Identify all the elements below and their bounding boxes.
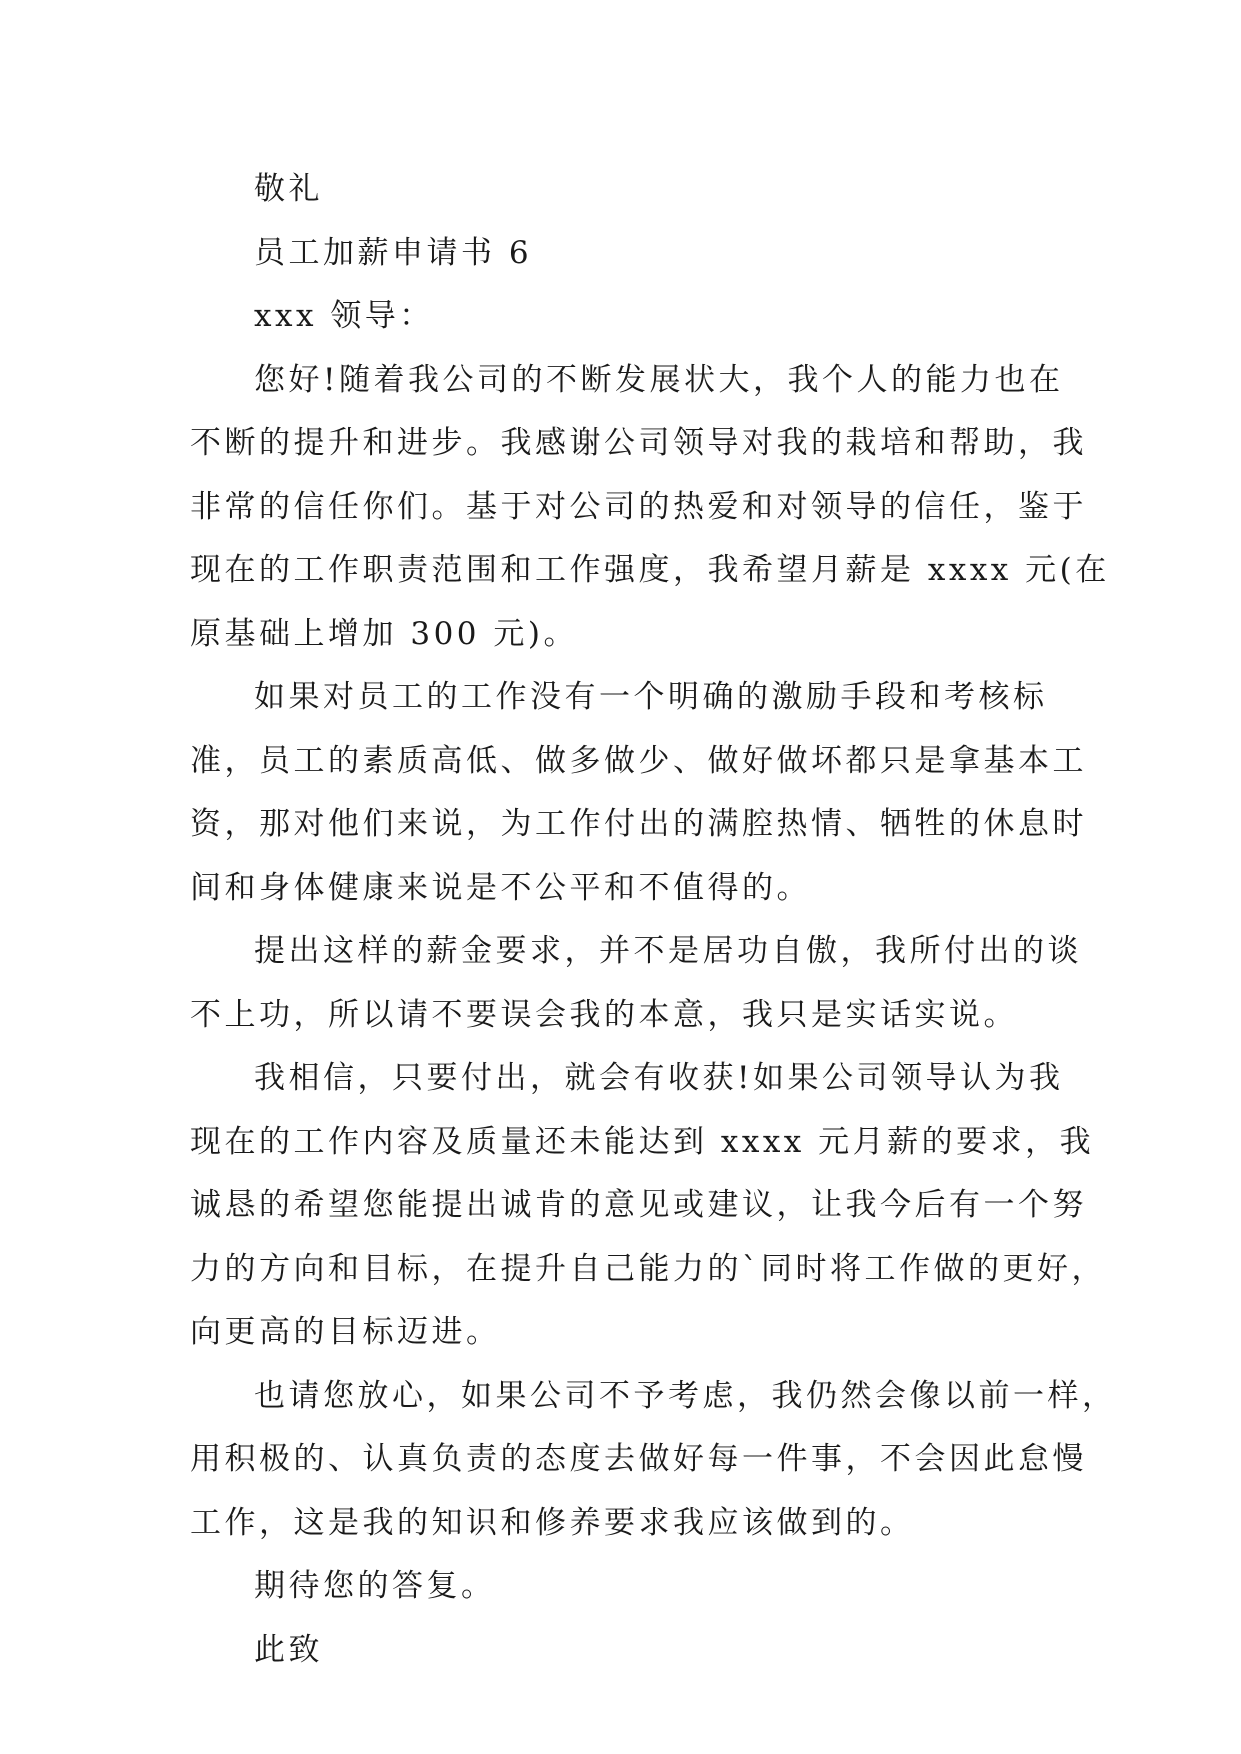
- paragraph-2: [190, 666, 1087, 920]
- paragraph-line: 用积极的、认真负责的态度去做好每一件事，不会因此怠慢: [190, 1441, 1087, 1477]
- closing-salute: 敬礼: [254, 171, 323, 207]
- paragraph-5: [190, 1365, 1117, 1556]
- paragraph-line: 如果对员工的工作没有一个明确的激励手段和考核标: [254, 679, 1048, 715]
- paragraph-line: 不断的提升和进步。我感谢公司领导对我的栽培和帮助，我: [190, 425, 1087, 461]
- paragraph-line: 不上功，所以请不要误会我的本意，我只是实话实说。: [190, 996, 1018, 1033]
- closing-line: 此致: [254, 1631, 323, 1668]
- paragraph-line: 现在的工作内容及质量还未能达到 xxxx 元月薪的要求，我: [190, 1123, 1095, 1160]
- expectation-line: 期待您的答复。: [254, 1568, 496, 1604]
- paragraph-3: [190, 920, 1082, 1047]
- greeting: xxx 领导：: [254, 298, 434, 334]
- paragraph-1: [190, 349, 1110, 667]
- paragraph-4: [190, 1047, 1106, 1365]
- paragraph-line: 也请您放心，如果公司不予考虑，我仍然会像以前一样，: [254, 1377, 1117, 1414]
- paragraph-line: 非常的信任你们。基于对公司的热爱和对领导的信任，鉴于: [190, 488, 1087, 525]
- paragraph-line: 现在的工作职责范围和工作强度，我希望月薪是 xxxx 元(在: [190, 552, 1110, 588]
- letter-body: [190, 158, 1117, 1682]
- paragraph-line: 向更高的目标迈进。: [190, 1314, 501, 1350]
- paragraph-line: 间和身体健康来说是不公平和不值得的。: [190, 869, 811, 906]
- letter-title: 员工加薪申请书 6: [254, 234, 533, 271]
- paragraph-line: 诚恳的希望您能提出诚肯的意见或建议，让我今后有一个努: [190, 1187, 1087, 1223]
- paragraph-line: 力的方向和目标，在提升自己能力的`同时将工作做的更好，: [190, 1250, 1106, 1287]
- paragraph-line: 我相信，只要付出，就会有收获!如果公司领导认为我: [254, 1060, 1064, 1096]
- paragraph-line: 准，员工的素质高低、做多做少、做好做坏都只是拿基本工: [190, 742, 1087, 779]
- paragraph-line: 提出这样的薪金要求，并不是居功自傲，我所付出的谈: [254, 933, 1082, 969]
- paragraph-line: 原基础上增加 300 元)。: [190, 615, 578, 652]
- paragraph-line: 资，那对他们来说，为工作付出的满腔热情、牺牲的休息时: [190, 806, 1087, 842]
- paragraph-line: 工作，这是我的知识和修养要求我应该做到的。: [190, 1504, 915, 1541]
- paragraph-line: 您好!随着我公司的不断发展状大，我个人的能力也在: [254, 361, 1064, 398]
